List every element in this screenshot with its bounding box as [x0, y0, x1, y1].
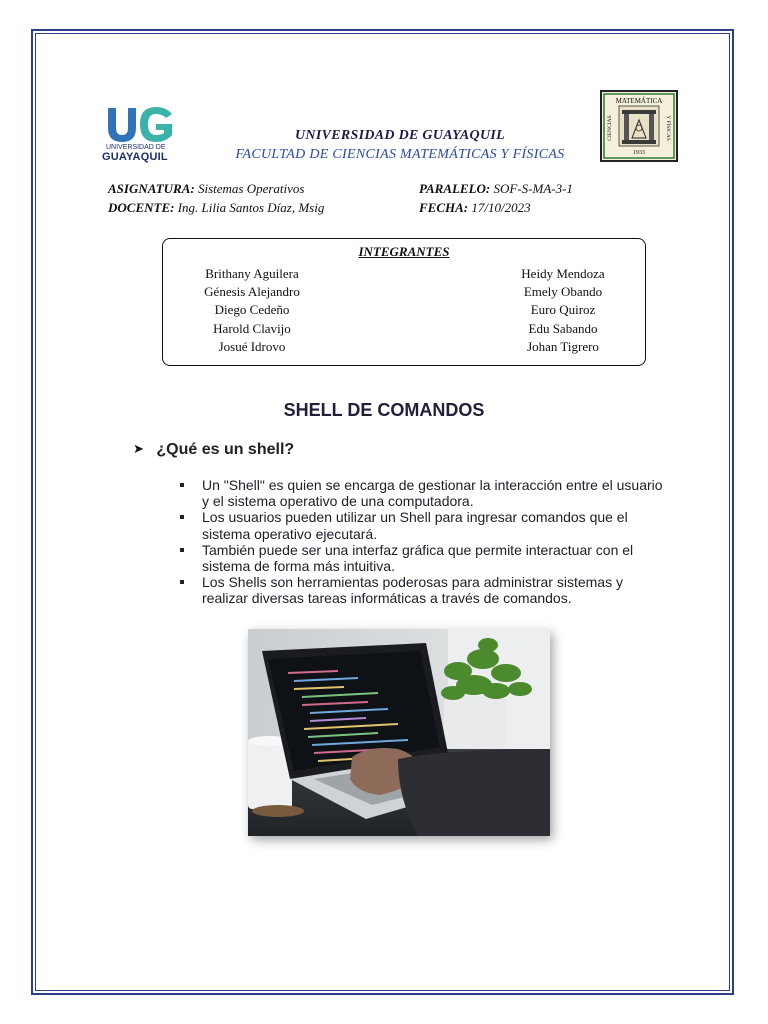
members-left-column: [187, 265, 317, 356]
list-item-text: También puede ser una interfaz gráfica que permite interactuar con el sistema de forma más intuitiva.: [202, 541, 634, 575]
subject-value: Sistemas Operativos: [197, 181, 305, 196]
list-item-text: Los usuarios pueden utilizar un Shell para ingresar comandos que el sistema operativo ejecutará.: [202, 509, 628, 542]
members-box: [162, 238, 646, 366]
member-name: Génesis Alejandro: [204, 284, 300, 300]
svg-text:CIENCIAS: CIENCIAS: [607, 115, 613, 141]
list-item: [178, 574, 668, 606]
logo-subtitle: UNIVERSIDAD DE: [106, 144, 166, 151]
member-name: Emely Obando: [523, 284, 603, 300]
group-row: [419, 181, 573, 197]
list-item: [178, 542, 668, 574]
teacher-row: [108, 200, 324, 216]
arrow-bullet-icon: ➤: [133, 441, 144, 456]
members-title: INTEGRANTES: [358, 244, 450, 259]
teacher-value: Ing. Lilia Santos Díaz, Msig: [177, 200, 325, 215]
member-name: Euro Quiroz: [530, 302, 596, 318]
group-value: SOF-S-MA-3-1: [493, 181, 573, 196]
faculty-seal-icon: [602, 92, 676, 160]
list-item-text: Un "Shell" es quien se encarga de gestionar la interacción entre el usuario y el sistema operativo de una computadora.: [202, 477, 663, 510]
member-name: Heidy Mendoza: [521, 266, 605, 281]
ug-mark-icon: [100, 104, 180, 146]
list-item: [178, 477, 668, 509]
svg-text:Y FÍSICAS: Y FÍSICAS: [665, 115, 671, 141]
date-value: 17/10/2023: [471, 200, 531, 215]
member-name: Josué Idrovo: [218, 338, 286, 354]
square-bullet-icon: [180, 548, 184, 552]
square-bullet-icon: [180, 515, 184, 519]
svg-text:1933: 1933: [633, 150, 645, 156]
member-name: Harold Clavijo: [213, 320, 291, 336]
laptop-code-image: [248, 629, 550, 836]
list-item: [178, 509, 668, 541]
date-label: FECHA:: [419, 200, 469, 215]
member-name: Diego Cedeño: [214, 302, 290, 318]
list-item-text: Los Shells son herramientas poderosas para administrar sistemas y realizar diversas tareas informáticas a través de comandos.: [202, 574, 623, 607]
bullet-list: [178, 477, 668, 607]
member-name: Brithany Aguilera: [205, 266, 299, 281]
subject-label: ASIGNATURA:: [108, 181, 195, 196]
faculty-title: FACULTAD DE CIENCIAS MATEMÁTICAS Y FÍSICAS: [235, 147, 565, 162]
section-heading: [133, 441, 294, 459]
group-label: PARALELO:: [419, 181, 491, 196]
subject-row: [108, 181, 304, 197]
logo-name: GUAYAQUIL: [102, 151, 168, 163]
member-name: Edu Sabando: [528, 320, 598, 336]
teacher-label: DOCENTE:: [108, 200, 175, 215]
square-bullet-icon: [180, 580, 184, 584]
svg-text:MATEMÁTICA: MATEMÁTICA: [615, 97, 663, 105]
member-name: Johan Tigrero: [527, 338, 599, 354]
university-title: UNIVERSIDAD DE GUAYAQUIL: [295, 128, 505, 143]
page-title: SHELL DE COMANDOS: [283, 400, 485, 420]
section-question: ¿Qué es un shell?: [156, 441, 295, 458]
faculty-seal: [600, 90, 678, 162]
square-bullet-icon: [180, 483, 184, 487]
members-right-column: [498, 265, 628, 356]
university-logo: [100, 104, 182, 164]
date-row: [419, 200, 531, 216]
laptop-photo: [248, 629, 550, 836]
